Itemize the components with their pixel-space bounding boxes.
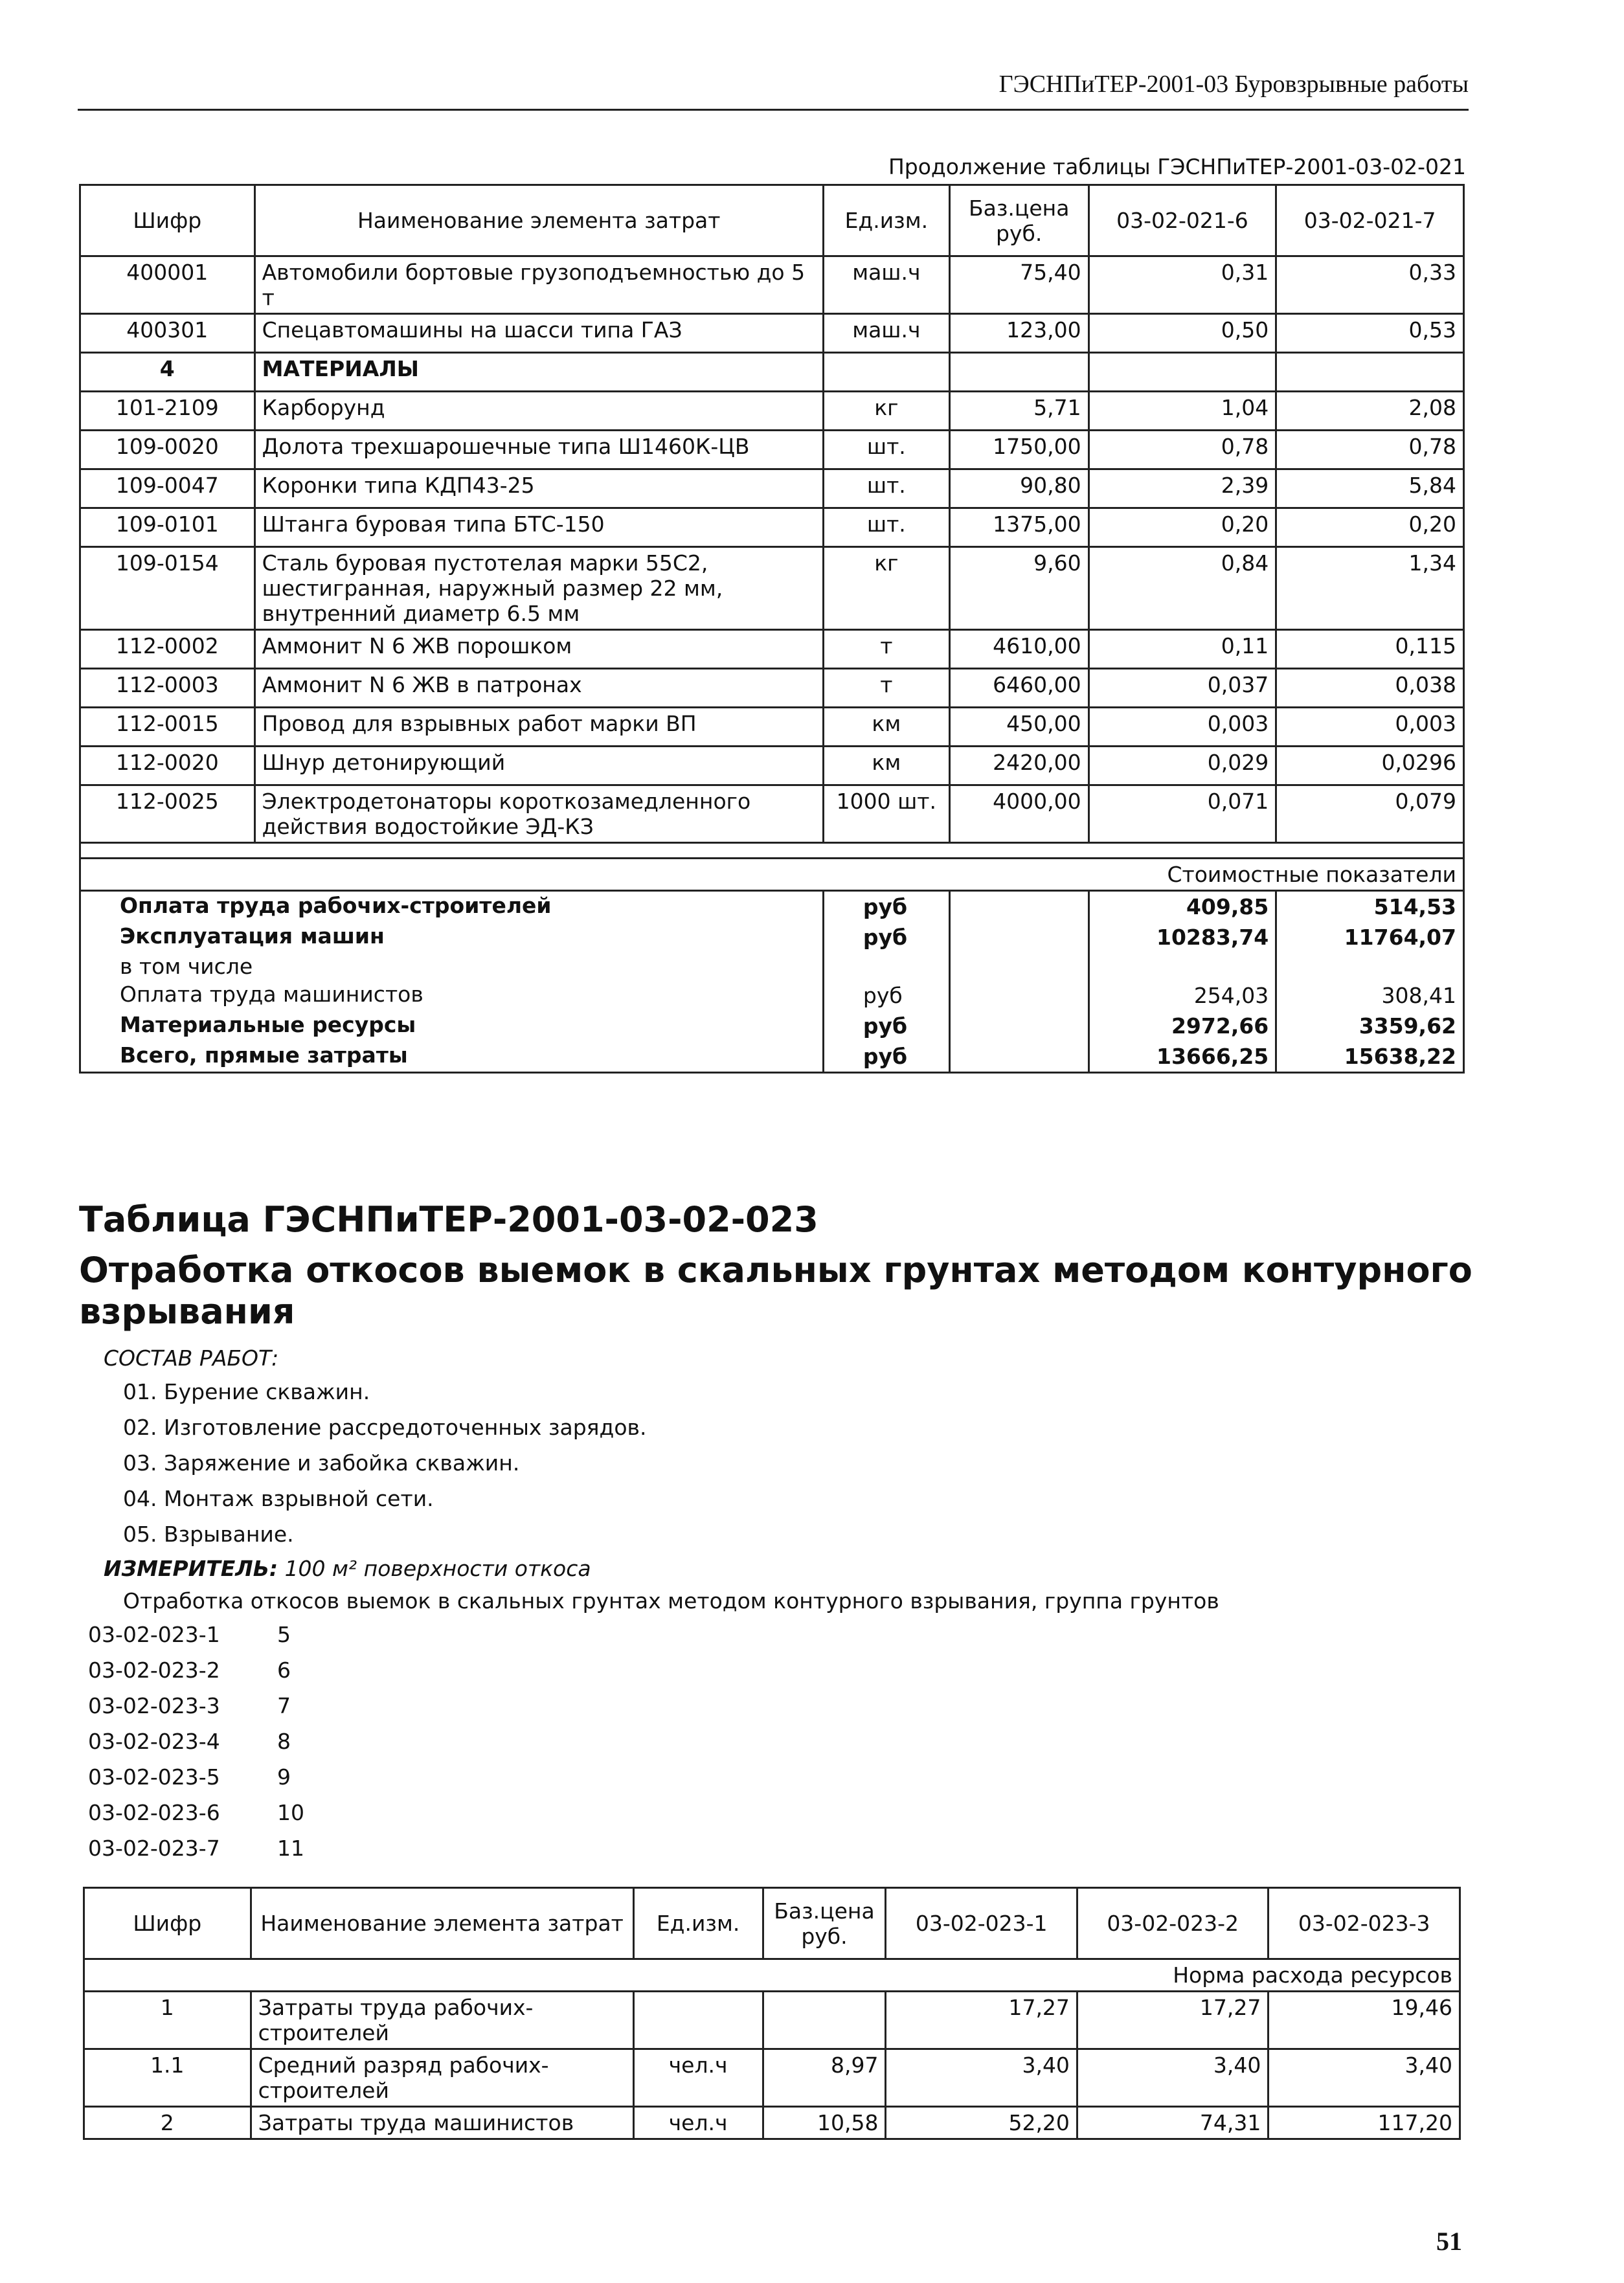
col-header: Наименование элемента затрат (251, 1888, 633, 1959)
izmeritel-value: 100 м² поверхности откоса (284, 1556, 591, 1581)
table-cell: 1.1 (84, 2049, 251, 2107)
table-cell: кг (823, 547, 949, 630)
norm-header: Норма расхода ресурсов (84, 1959, 1460, 1992)
col-header: Ед.изм. (823, 185, 949, 256)
table-cell: чел.ч (633, 2107, 763, 2139)
cost-row (80, 891, 1464, 923)
col-header: 03-02-021-7 (1276, 185, 1464, 256)
table-cell: 4610,00 (949, 630, 1088, 669)
table-cell: 5,71 (949, 392, 1088, 431)
table-caption: Продолжение таблицы ГЭСНПиТЕР-2001-03-02-021 (888, 154, 1466, 179)
table-cell: Затраты труда рабочих-строителей (251, 1992, 633, 2049)
table-cell: 109-0154 (80, 547, 255, 630)
work-item: 05. Взрывание. (123, 1522, 294, 1547)
table-cell: 0,84 (1088, 547, 1276, 630)
table-cell: 109-0101 (80, 508, 255, 547)
table-row (80, 669, 1464, 708)
cost-name: в том числе (80, 952, 824, 980)
cost-unit: руб (823, 1041, 949, 1073)
table-cell: км (823, 747, 949, 785)
cost-value (1276, 952, 1464, 980)
table-cell: Шнур детонирующий (254, 747, 823, 785)
table-cell: 52,20 (886, 2107, 1077, 2139)
table-cell: 0,20 (1088, 508, 1276, 547)
work-item: 01. Бурение скважин. (123, 1379, 370, 1404)
spacer-row (80, 843, 1464, 859)
table-cell: Автомобили бортовые грузоподъемностью до 5 т (254, 256, 823, 314)
table-cell: чел.ч (633, 2049, 763, 2107)
work-item: 03. Заряжение и забойка скважин. (123, 1450, 520, 1476)
table-cell: 1 (84, 1992, 251, 2049)
work-item: 02. Изготовление рассредоточенных зарядов. (123, 1415, 647, 1440)
table-cell: 0,029 (1088, 747, 1276, 785)
table-cell: 0,31 (1088, 256, 1276, 314)
table-cell: 400001 (80, 256, 255, 314)
table-cell: 0,50 (1088, 314, 1276, 353)
table-subtitle: Отработка откосов выемок в скальных грунтах методом контурного взрывания (79, 1250, 1472, 1332)
table-cell: 109-0047 (80, 469, 255, 508)
running-header: ГЭСНПиТЕР-2001-03 Буровзрывные работы (998, 71, 1469, 98)
table-row (80, 469, 1464, 508)
table-cell: 0,038 (1276, 669, 1464, 708)
cost-header: Стоимостные показатели (80, 859, 1464, 891)
table-row (80, 708, 1464, 747)
table-cell: 0,33 (1276, 256, 1464, 314)
table-cell: 5,84 (1276, 469, 1464, 508)
cost-value: 514,53 (1276, 891, 1464, 923)
cost-value: 11764,07 (1276, 922, 1464, 952)
table-row (80, 630, 1464, 669)
cost-unit: руб (823, 980, 949, 1011)
groups-description: Отработка откосов выемок в скальных грунтах методом контурного взрывания, группа грунтов (123, 1588, 1219, 1614)
table-cell: 0,78 (1276, 431, 1464, 469)
table-cell: 109-0020 (80, 431, 255, 469)
table-cell: Затраты труда машинистов (251, 2107, 633, 2139)
table-cell: т (823, 630, 949, 669)
table-cell: 0,003 (1088, 708, 1276, 747)
table-row (80, 747, 1464, 785)
group-number: 10 (277, 1800, 304, 1825)
table-cell: 112-0015 (80, 708, 255, 747)
table-cell: 2420,00 (949, 747, 1088, 785)
col-header: Баз.цена руб. (763, 1888, 886, 1959)
table-cell: Штанга буровая типа БТС-150 (254, 508, 823, 547)
empty-cell (949, 1041, 1088, 1073)
cost-unit: руб (823, 891, 949, 923)
table-cell: 1000 шт. (823, 785, 949, 843)
table-cell: 3,40 (886, 2049, 1077, 2107)
table-cell (823, 353, 949, 392)
table-row (80, 547, 1464, 630)
table-cell: Коронки типа КДП43-25 (254, 469, 823, 508)
table-cell: 123,00 (949, 314, 1088, 353)
table-cell: 101-2109 (80, 392, 255, 431)
cost-value: 409,85 (1088, 891, 1276, 923)
col-header: 03-02-023-2 (1077, 1888, 1268, 1959)
table-cell: 1750,00 (949, 431, 1088, 469)
cost-value (1088, 952, 1276, 980)
cost-row (80, 980, 1464, 1011)
cost-row (80, 952, 1464, 980)
col-header: Ед.изм. (633, 1888, 763, 1959)
table-cell: МАТЕРИАЛЫ (254, 353, 823, 392)
col-header: Наименование элемента затрат (254, 185, 823, 256)
table-cell: маш.ч (823, 256, 949, 314)
group-code: 03-02-023-5 (88, 1764, 220, 1790)
table-cell: 1,04 (1088, 392, 1276, 431)
table-row (80, 392, 1464, 431)
table-row (80, 785, 1464, 843)
table-1 (79, 184, 1465, 1074)
cost-value: 308,41 (1276, 980, 1464, 1011)
header-rule (78, 109, 1469, 111)
empty-cell (949, 980, 1088, 1011)
table-cell: шт. (823, 508, 949, 547)
table-cell (949, 353, 1088, 392)
izmeritel-label: ИЗМЕРИТЕЛЬ: (104, 1556, 278, 1581)
table-row (80, 256, 1464, 314)
table-cell: Аммонит N 6 ЖВ порошком (254, 630, 823, 669)
table-cell (1088, 353, 1276, 392)
empty-cell (949, 922, 1088, 952)
table-row (80, 353, 1464, 392)
table-title: Таблица ГЭСНПиТЕР-2001-03-02-023 (79, 1199, 818, 1240)
cost-value: 10283,74 (1088, 922, 1276, 952)
table-cell: 0,0296 (1276, 747, 1464, 785)
table-row (84, 1992, 1460, 2049)
table-cell: 112-0020 (80, 747, 255, 785)
table-row (84, 2107, 1460, 2139)
table-cell: 112-0002 (80, 630, 255, 669)
table-cell: Средний разряд рабочих-строителей (251, 2049, 633, 2107)
cost-name: Оплата труда машинистов (80, 980, 824, 1011)
table-cell: 75,40 (949, 256, 1088, 314)
empty-cell (949, 952, 1088, 980)
col-header: Шифр (84, 1888, 251, 1959)
group-code: 03-02-023-1 (88, 1622, 220, 1647)
table-cell: 400301 (80, 314, 255, 353)
table-cell: 2,39 (1088, 469, 1276, 508)
table-cell: 6460,00 (949, 669, 1088, 708)
table-cell: 9,60 (949, 547, 1088, 630)
table-cell: Карборунд (254, 392, 823, 431)
table-cell: 0,78 (1088, 431, 1276, 469)
spacer-cell (80, 843, 1464, 859)
cost-row (80, 1011, 1464, 1041)
table-2 (83, 1887, 1461, 2140)
table-cell: 0,071 (1088, 785, 1276, 843)
table-cell: 17,27 (1077, 1992, 1268, 2049)
table-row (80, 314, 1464, 353)
table-cell (1276, 353, 1464, 392)
table-cell: Провод для взрывных работ марки ВП (254, 708, 823, 747)
table-cell: 0,003 (1276, 708, 1464, 747)
sostav-label: СОСТАВ РАБОТ: (104, 1345, 279, 1371)
group-code: 03-02-023-3 (88, 1693, 220, 1718)
group-code: 03-02-023-4 (88, 1729, 220, 1754)
izmeritel (104, 1556, 591, 1581)
group-number: 7 (277, 1693, 291, 1718)
table-cell: 4 (80, 353, 255, 392)
group-number: 8 (277, 1729, 291, 1754)
table-cell: км (823, 708, 949, 747)
cost-value: 254,03 (1088, 980, 1276, 1011)
empty-cell (949, 1011, 1088, 1041)
table-cell: 3,40 (1077, 2049, 1268, 2107)
table-cell: 17,27 (886, 1992, 1077, 2049)
table-cell: Спецавтомашины на шасси типа ГАЗ (254, 314, 823, 353)
table-cell: маш.ч (823, 314, 949, 353)
group-number: 5 (277, 1622, 291, 1647)
table-cell: 2 (84, 2107, 251, 2139)
table-cell: 4000,00 (949, 785, 1088, 843)
table-cell (763, 1992, 886, 2049)
cost-value: 3359,62 (1276, 1011, 1464, 1041)
table-cell: 0,53 (1276, 314, 1464, 353)
group-code: 03-02-023-7 (88, 1836, 220, 1861)
table-cell: шт. (823, 431, 949, 469)
table-cell: 112-0025 (80, 785, 255, 843)
cost-unit: руб (823, 1011, 949, 1041)
table-cell: 0,037 (1088, 669, 1276, 708)
page-number: 51 (1436, 2227, 1462, 2256)
table-cell: 112-0003 (80, 669, 255, 708)
cost-unit (823, 952, 949, 980)
cost-row (80, 922, 1464, 952)
group-number: 9 (277, 1764, 291, 1790)
group-number: 6 (277, 1658, 291, 1683)
table-cell: 74,31 (1077, 2107, 1268, 2139)
table-cell: 0,11 (1088, 630, 1276, 669)
col-header: 03-02-023-1 (886, 1888, 1077, 1959)
cost-name: Оплата труда рабочих-строителей (80, 891, 824, 923)
table-cell: шт. (823, 469, 949, 508)
table-cell: 0,20 (1276, 508, 1464, 547)
col-header: 03-02-023-3 (1269, 1888, 1460, 1959)
col-header: Шифр (80, 185, 255, 256)
table-cell: Сталь буровая пустотелая марки 55С2, шестигранная, наружный размер 22 мм, внутренний диаметр 6.5 мм (254, 547, 823, 630)
table-cell: 450,00 (949, 708, 1088, 747)
table-cell: кг (823, 392, 949, 431)
table-cell: 1375,00 (949, 508, 1088, 547)
table-cell: Аммонит N 6 ЖВ в патронах (254, 669, 823, 708)
table-row (84, 2049, 1460, 2107)
cost-value: 13666,25 (1088, 1041, 1276, 1073)
table-row (80, 431, 1464, 469)
table-cell: Долота трехшарошечные типа Ш1460К-ЦВ (254, 431, 823, 469)
table-cell: 0,115 (1276, 630, 1464, 669)
group-number: 11 (277, 1836, 304, 1861)
group-code: 03-02-023-6 (88, 1800, 220, 1825)
table-cell: 10,58 (763, 2107, 886, 2139)
col-header: 03-02-021-6 (1088, 185, 1276, 256)
cost-name: Всего, прямые затраты (80, 1041, 824, 1073)
table-cell: 19,46 (1269, 1992, 1460, 2049)
group-code: 03-02-023-2 (88, 1658, 220, 1683)
cost-name: Материальные ресурсы (80, 1011, 824, 1041)
cost-name: Эксплуатация машин (80, 922, 824, 952)
empty-cell (949, 891, 1088, 923)
table-row (80, 508, 1464, 547)
table-cell: 2,08 (1276, 392, 1464, 431)
table-cell: т (823, 669, 949, 708)
cost-row (80, 1041, 1464, 1073)
cost-value: 15638,22 (1276, 1041, 1464, 1073)
table-cell: 90,80 (949, 469, 1088, 508)
table-cell: 117,20 (1269, 2107, 1460, 2139)
table-cell: 8,97 (763, 2049, 886, 2107)
col-header: Баз.цена руб. (949, 185, 1088, 256)
table-cell: 0,079 (1276, 785, 1464, 843)
work-item: 04. Монтаж взрывной сети. (123, 1486, 434, 1511)
table-cell (633, 1992, 763, 2049)
table-cell: 1,34 (1276, 547, 1464, 630)
cost-header-row (80, 859, 1464, 891)
cost-unit: руб (823, 922, 949, 952)
cost-value: 2972,66 (1088, 1011, 1276, 1041)
table-cell: Электродетонаторы короткозамедленного действия водостойкие ЭД-КЗ (254, 785, 823, 843)
table-cell: 3,40 (1269, 2049, 1460, 2107)
